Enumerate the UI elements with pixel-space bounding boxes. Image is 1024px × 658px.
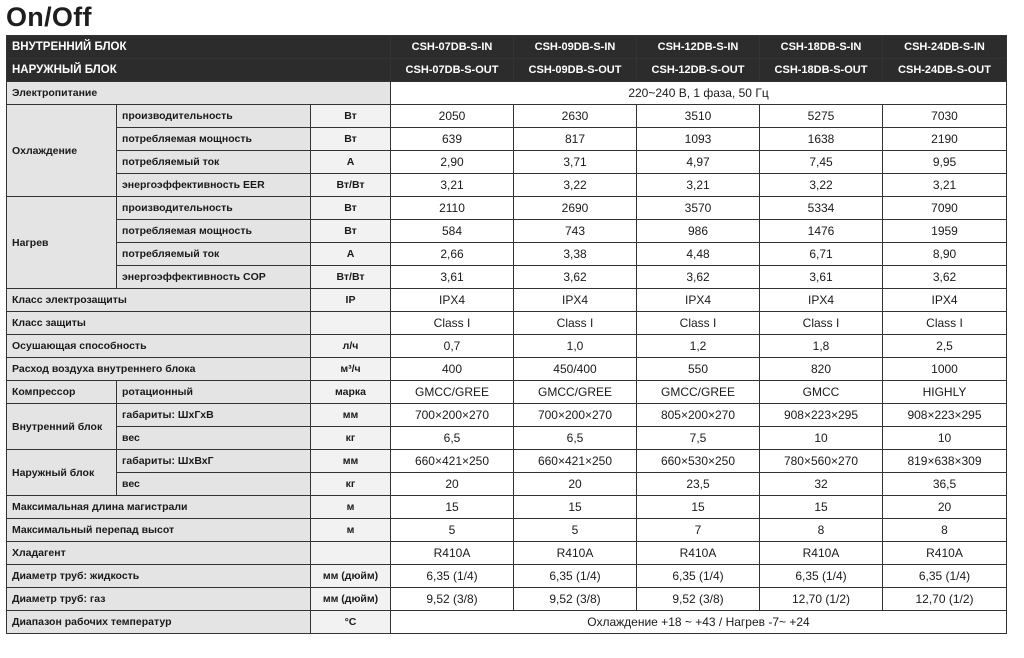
value-cell: 3,21: [391, 174, 514, 197]
power-label: Электропитание: [7, 82, 391, 105]
unit-cell: А: [311, 151, 391, 174]
value-cell: 3,62: [514, 266, 637, 289]
parameter-label: потребляемая мощность: [117, 128, 311, 151]
row-label: Осушающая способность: [7, 335, 311, 358]
outdoor-unit-row: [7, 450, 1007, 473]
value-cell: 0,7: [391, 335, 514, 358]
row-label: Хладагент: [7, 542, 311, 565]
value-cell: 1959: [883, 220, 1007, 243]
parameter-label: энергоэффективность COP: [117, 266, 311, 289]
value-cell: 32: [760, 473, 883, 496]
value-cell: 450/400: [514, 358, 637, 381]
spec-row: [7, 496, 1007, 519]
unit-cell: мм: [311, 404, 391, 427]
value-cell: 550: [637, 358, 760, 381]
outdoor-unit-group-label: Наружный блок: [7, 450, 117, 496]
value-cell: 6,71: [760, 243, 883, 266]
unit-cell: м: [311, 519, 391, 542]
heating-row: [7, 243, 1007, 266]
value-cell: R410A: [514, 542, 637, 565]
unit-cell: Вт: [311, 220, 391, 243]
heating-row: [7, 197, 1007, 220]
value-cell: 660×421×250: [391, 450, 514, 473]
unit-cell: Вт/Вт: [311, 174, 391, 197]
value-cell: 2190: [883, 128, 1007, 151]
cooling-row: [7, 128, 1007, 151]
value-cell: 908×223×295: [760, 404, 883, 427]
header-row-indoor: [7, 36, 1007, 59]
row-label: Диаметр труб: жидкость: [7, 565, 311, 588]
value-cell: 3,71: [514, 151, 637, 174]
value-cell: 780×560×270: [760, 450, 883, 473]
value-cell: 1,2: [637, 335, 760, 358]
spec-row: [7, 519, 1007, 542]
value-cell: 820: [760, 358, 883, 381]
header-row-outdoor: [7, 59, 1007, 82]
parameter-label: производительность: [117, 197, 311, 220]
value-cell: IPX4: [760, 289, 883, 312]
spec-row: [7, 588, 1007, 611]
indoor-model-cell: CSH-07DB-S-IN: [391, 36, 514, 59]
unit-cell: мм (дюйм): [311, 588, 391, 611]
value-cell: 3,38: [514, 243, 637, 266]
row-label: Диаметр труб: газ: [7, 588, 311, 611]
value-cell: 7,45: [760, 151, 883, 174]
value-cell: 2,66: [391, 243, 514, 266]
value-cell: 6,35 (1/4): [760, 565, 883, 588]
value-cell: 1476: [760, 220, 883, 243]
value-cell: 9,52 (3/8): [514, 588, 637, 611]
value-cell: 9,52 (3/8): [637, 588, 760, 611]
value-cell: GMCC/GREE: [514, 381, 637, 404]
outdoor-model-cell: CSH-12DB-S-OUT: [637, 59, 760, 82]
value-cell: 400: [391, 358, 514, 381]
value-cell: Class I: [514, 312, 637, 335]
value-cell: IPX4: [637, 289, 760, 312]
spec-row: [7, 289, 1007, 312]
value-cell: 12,70 (1/2): [883, 588, 1007, 611]
value-cell: 20: [514, 473, 637, 496]
temp-range-row: [7, 611, 1007, 634]
value-cell: 5: [391, 519, 514, 542]
indoor-unit-row: [7, 404, 1007, 427]
value-cell: 7090: [883, 197, 1007, 220]
row-label: Класс защиты: [7, 312, 311, 335]
value-cell: 10: [760, 427, 883, 450]
temp-range-label: Диапазон рабочих температур: [7, 611, 311, 634]
value-cell: 6,35 (1/4): [883, 565, 1007, 588]
outdoor-model-cell: CSH-18DB-S-OUT: [760, 59, 883, 82]
value-cell: 4,97: [637, 151, 760, 174]
unit-cell: Вт/Вт: [311, 266, 391, 289]
value-cell: R410A: [760, 542, 883, 565]
temp-range-value: Охлаждение +18 ~ +43 / Нагрев -7~ +24: [391, 611, 1007, 634]
row-label: Класс электрозащиты: [7, 289, 311, 312]
value-cell: R410A: [391, 542, 514, 565]
spec-row: [7, 358, 1007, 381]
value-cell: 2630: [514, 105, 637, 128]
value-cell: 2050: [391, 105, 514, 128]
value-cell: 819×638×309: [883, 450, 1007, 473]
power-row: [7, 82, 1007, 105]
value-cell: 3510: [637, 105, 760, 128]
parameter-label: производительность: [117, 105, 311, 128]
value-cell: 2,5: [883, 335, 1007, 358]
value-cell: 4,48: [637, 243, 760, 266]
value-cell: 15: [391, 496, 514, 519]
parameter-label: габариты: ШхГхВ: [117, 404, 311, 427]
unit-cell: Вт: [311, 197, 391, 220]
value-cell: 2110: [391, 197, 514, 220]
value-cell: 2690: [514, 197, 637, 220]
value-cell: Class I: [883, 312, 1007, 335]
unit-cell: кг: [311, 473, 391, 496]
spec-row: [7, 565, 1007, 588]
heating-row: [7, 220, 1007, 243]
unit-cell: Вт: [311, 105, 391, 128]
parameter-label: потребляемый ток: [117, 243, 311, 266]
value-cell: 3,22: [760, 174, 883, 197]
value-cell: 6,5: [514, 427, 637, 450]
outdoor-unit-row: [7, 473, 1007, 496]
outdoor-model-cell: CSH-09DB-S-OUT: [514, 59, 637, 82]
unit-cell: °С: [311, 611, 391, 634]
value-cell: 639: [391, 128, 514, 151]
indoor-unit-row: [7, 427, 1007, 450]
cooling-row: [7, 174, 1007, 197]
row-label: Расход воздуха внутреннего блока: [7, 358, 311, 381]
unit-cell: марка: [311, 381, 391, 404]
unit-cell: л/ч: [311, 335, 391, 358]
cooling-row: [7, 105, 1007, 128]
value-cell: 817: [514, 128, 637, 151]
value-cell: 700×200×270: [514, 404, 637, 427]
unit-cell: IP: [311, 289, 391, 312]
unit-cell: мм: [311, 450, 391, 473]
value-cell: 5275: [760, 105, 883, 128]
spec-row: [7, 312, 1007, 335]
value-cell: 1,8: [760, 335, 883, 358]
value-cell: 1093: [637, 128, 760, 151]
value-cell: 7030: [883, 105, 1007, 128]
value-cell: 3,62: [883, 266, 1007, 289]
value-cell: 36,5: [883, 473, 1007, 496]
cooling-group-label: Охлаждение: [7, 105, 117, 197]
value-cell: 8: [883, 519, 1007, 542]
value-cell: R410A: [637, 542, 760, 565]
value-cell: 23,5: [637, 473, 760, 496]
value-cell: 10: [883, 427, 1007, 450]
value-cell: 3,61: [760, 266, 883, 289]
spec-table: [6, 35, 1007, 634]
value-cell: 986: [637, 220, 760, 243]
parameter-label: потребляемый ток: [117, 151, 311, 174]
value-cell: 700×200×270: [391, 404, 514, 427]
parameter-label: вес: [117, 427, 311, 450]
value-cell: 6,35 (1/4): [391, 565, 514, 588]
unit-cell: м³/ч: [311, 358, 391, 381]
compressor-row: [7, 381, 1007, 404]
unit-cell: А: [311, 243, 391, 266]
parameter-label: энергоэффективность EER: [117, 174, 311, 197]
unit-cell: [311, 542, 391, 565]
value-cell: 15: [514, 496, 637, 519]
value-cell: Class I: [760, 312, 883, 335]
value-cell: 1638: [760, 128, 883, 151]
value-cell: 8: [760, 519, 883, 542]
unit-cell: мм (дюйм): [311, 565, 391, 588]
indoor-unit-heading: ВНУТРЕННИЙ БЛОК: [7, 36, 391, 59]
outdoor-model-cell: CSH-07DB-S-OUT: [391, 59, 514, 82]
power-value: 220~240 В, 1 фаза, 50 Гц: [391, 82, 1007, 105]
unit-cell: м: [311, 496, 391, 519]
value-cell: 9,52 (3/8): [391, 588, 514, 611]
value-cell: 7: [637, 519, 760, 542]
row-label: Максимальная длина магистрали: [7, 496, 311, 519]
value-cell: 3,21: [883, 174, 1007, 197]
value-cell: 3570: [637, 197, 760, 220]
value-cell: IPX4: [391, 289, 514, 312]
value-cell: IPX4: [514, 289, 637, 312]
value-cell: 12,70 (1/2): [760, 588, 883, 611]
parameter-label: потребляемая мощность: [117, 220, 311, 243]
value-cell: 6,5: [391, 427, 514, 450]
value-cell: 15: [637, 496, 760, 519]
value-cell: 7,5: [637, 427, 760, 450]
value-cell: 1000: [883, 358, 1007, 381]
value-cell: 1,0: [514, 335, 637, 358]
heating-row: [7, 266, 1007, 289]
value-cell: 908×223×295: [883, 404, 1007, 427]
value-cell: 20: [883, 496, 1007, 519]
value-cell: 15: [760, 496, 883, 519]
value-cell: 2,90: [391, 151, 514, 174]
spec-row: [7, 335, 1007, 358]
indoor-model-cell: CSH-09DB-S-IN: [514, 36, 637, 59]
indoor-model-cell: CSH-12DB-S-IN: [637, 36, 760, 59]
page-title: On/Off: [6, 2, 92, 32]
value-cell: 3,22: [514, 174, 637, 197]
value-cell: 3,61: [391, 266, 514, 289]
value-cell: Class I: [637, 312, 760, 335]
value-cell: 3,21: [637, 174, 760, 197]
indoor-model-cell: CSH-24DB-S-IN: [883, 36, 1007, 59]
cooling-row: [7, 151, 1007, 174]
value-cell: Class I: [391, 312, 514, 335]
value-cell: 5: [514, 519, 637, 542]
value-cell: 5334: [760, 197, 883, 220]
compressor-label: Компрессор: [7, 381, 117, 404]
value-cell: 20: [391, 473, 514, 496]
value-cell: 660×421×250: [514, 450, 637, 473]
row-label: Максимальный перепад высот: [7, 519, 311, 542]
value-cell: GMCC/GREE: [637, 381, 760, 404]
value-cell: 660×530×250: [637, 450, 760, 473]
value-cell: GMCC: [760, 381, 883, 404]
parameter-label: вес: [117, 473, 311, 496]
value-cell: 805×200×270: [637, 404, 760, 427]
value-cell: 6,35 (1/4): [514, 565, 637, 588]
value-cell: 9,95: [883, 151, 1007, 174]
value-cell: R410A: [883, 542, 1007, 565]
value-cell: IPX4: [883, 289, 1007, 312]
value-cell: 743: [514, 220, 637, 243]
unit-cell: [311, 312, 391, 335]
indoor-model-cell: CSH-18DB-S-IN: [760, 36, 883, 59]
unit-cell: Вт: [311, 128, 391, 151]
value-cell: GMCC/GREE: [391, 381, 514, 404]
value-cell: 6,35 (1/4): [637, 565, 760, 588]
heating-group-label: Нагрев: [7, 197, 117, 289]
value-cell: 3,62: [637, 266, 760, 289]
parameter-label: габариты: ШхВхГ: [117, 450, 311, 473]
unit-cell: кг: [311, 427, 391, 450]
outdoor-unit-heading: НАРУЖНЫЙ БЛОК: [7, 59, 391, 82]
outdoor-model-cell: CSH-24DB-S-OUT: [883, 59, 1007, 82]
value-cell: HIGHLY: [883, 381, 1007, 404]
spec-row: [7, 542, 1007, 565]
value-cell: 8,90: [883, 243, 1007, 266]
indoor-unit-group-label: Внутренний блок: [7, 404, 117, 450]
compressor-type: ротационный: [117, 381, 311, 404]
value-cell: 584: [391, 220, 514, 243]
